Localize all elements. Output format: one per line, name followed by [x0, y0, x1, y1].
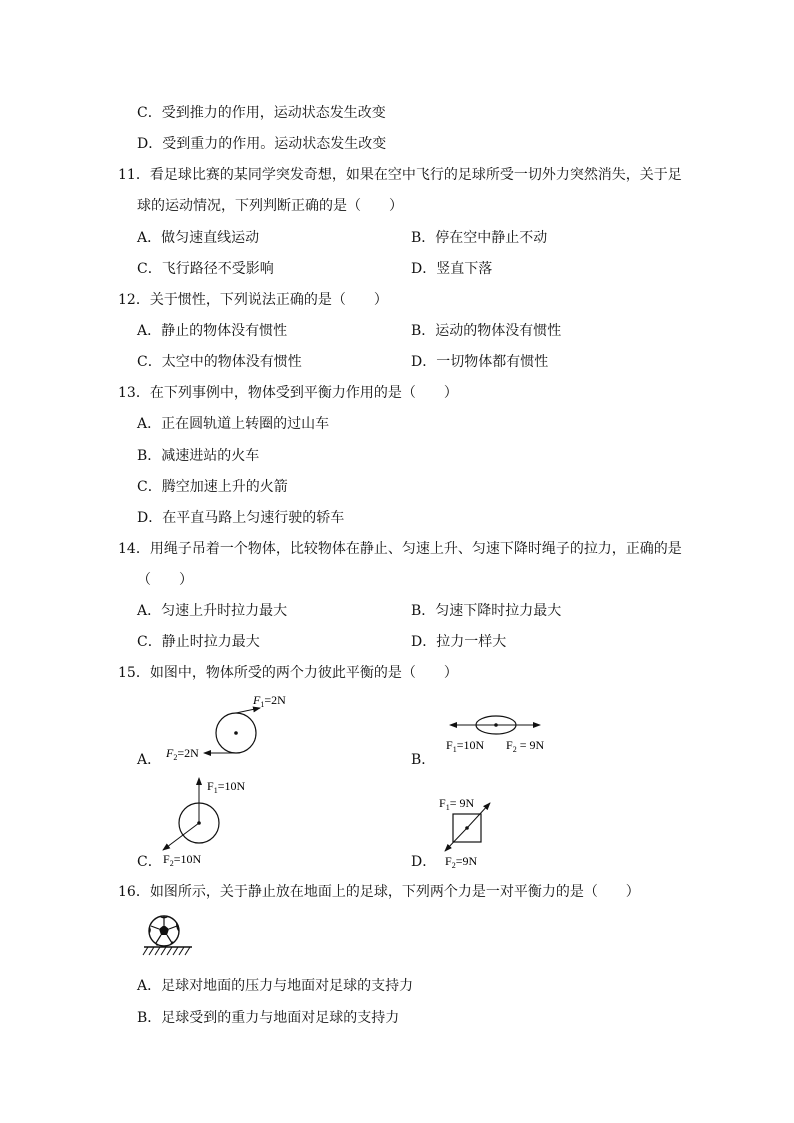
q15-option-a: A．: [137, 752, 162, 768]
q14-option-a: A．匀速上升时拉力最大: [137, 603, 288, 619]
f2-value: =10N: [173, 852, 202, 866]
svg-text:F2 = 9N: [506, 738, 544, 754]
q16-option-a: A．足球对地面的压力与地面对足球的支持力: [137, 978, 414, 994]
q11-stem-line2: 球的运动情况，下列判断正确的是（ ）: [137, 198, 403, 214]
f1-label: F: [207, 779, 214, 793]
f2-label: F: [445, 854, 452, 868]
q13-stem: 13．在下列事例中，物体受到平衡力作用的是（ ）: [118, 385, 458, 401]
force-arrow-f1: [236, 708, 260, 713]
q15-figure-c: [155, 770, 275, 870]
q15-figure-a: [160, 690, 286, 765]
q12-option-b: B．运动的物体没有惯性: [411, 323, 562, 339]
q11-option-d: D．竖直下落: [411, 261, 493, 277]
q13-option-d: D．在平直马路上匀速行驶的轿车: [137, 510, 345, 526]
q14-option-d: D．拉力一样大: [411, 634, 507, 650]
q14-option-c: C．静止时拉力最大: [137, 634, 260, 650]
f1-subscript: 1: [260, 700, 265, 709]
q12-option-a: A．静止的物体没有惯性: [137, 323, 288, 339]
svg-text:F1= 9N: [439, 796, 474, 812]
f2-subscript: 2: [512, 745, 517, 754]
f2-label: F: [163, 852, 170, 866]
f1-value: = 9N: [449, 796, 475, 810]
q11-stem-line1: 11．看足球比赛的某同学突发奇想，如果在空中飞行的足球所受一切外力突然消失，关于足: [118, 167, 682, 183]
f1-subscript: 1: [445, 803, 450, 812]
q16-figure-football: [142, 912, 198, 960]
f1-value: =2N: [264, 693, 286, 707]
svg-text:F2=2N: [165, 746, 199, 762]
f2-label: F: [166, 746, 174, 760]
q13-option-b: B．减速进站的火车: [137, 448, 260, 464]
svg-text:F2=10N: [163, 852, 201, 868]
q15-figure-d: [435, 793, 555, 871]
q12-stem: 12．关于惯性，下列说法正确的是（ ）: [118, 292, 388, 308]
q11-option-c: C．飞行路径不受影响: [137, 261, 274, 277]
f1-value: =10N: [217, 779, 246, 793]
svg-text:F1=10N: [207, 779, 245, 795]
q13-option-a: A．正在圆轨道上转圈的过山车: [137, 416, 330, 432]
f2-value: =2N: [177, 746, 199, 760]
f2-value: = 9N: [516, 738, 545, 752]
q14-option-b: B．匀速下降时拉力最大: [411, 603, 562, 619]
f2-subscript: 2: [451, 861, 456, 870]
f1-subscript: 1: [452, 745, 457, 754]
q14-stem-line2: （ ）: [137, 572, 193, 588]
q10-option-d: D．受到重力的作用。运动状态发生改变: [137, 136, 387, 152]
f2-subscript: 2: [173, 753, 178, 762]
f1-label: F: [446, 738, 453, 752]
q15-figure-b: [440, 705, 570, 755]
force-arrow-f2: [445, 828, 467, 851]
f2-label: F: [506, 738, 513, 752]
svg-text:F2=9N: [445, 854, 477, 870]
q15-option-c: C．: [137, 854, 162, 870]
q14-stem-line1: 14．用绳子吊着一个物体，比较物体在静止、匀速上升、匀速下降时绳子的拉力，正确的是: [118, 541, 682, 557]
svg-text:F1=10N: [446, 738, 484, 754]
f2-subscript: 2: [169, 859, 174, 868]
q11-option-b: B．停在空中静止不动: [411, 230, 548, 246]
q15-stem: 15．如图中，物体所受的两个力彼此平衡的是（ ）: [118, 665, 458, 681]
f1-subscript: 1: [213, 786, 218, 795]
q13-option-c: C．腾空加速上升的火箭: [137, 479, 288, 495]
q15-option-d: D．: [411, 854, 437, 870]
q12-option-c: C．太空中的物体没有惯性: [137, 354, 302, 370]
q12-option-d: D．一切物体都有惯性: [411, 354, 549, 370]
q11-option-a: A．做匀速直线运动: [137, 230, 260, 246]
ground-hatching: [143, 947, 190, 955]
force-arrow-f2: [163, 823, 199, 850]
f1-value: =10N: [456, 738, 485, 752]
q16-stem: 16．如图所示，关于静止放在地面上的足球，下列两个力是一对平衡力的是（ ）: [118, 884, 640, 900]
f1-label: F: [253, 693, 261, 707]
svg-text:F1=2N: [252, 693, 286, 709]
f2-value: =9N: [455, 854, 478, 868]
q15-option-b: B．: [411, 752, 436, 768]
q16-option-b: B．足球受到的重力与地面对足球的支持力: [137, 1010, 400, 1026]
q10-option-c: C．受到推力的作用，运动状态发生改变: [137, 105, 386, 121]
f1-label: F: [439, 796, 446, 810]
